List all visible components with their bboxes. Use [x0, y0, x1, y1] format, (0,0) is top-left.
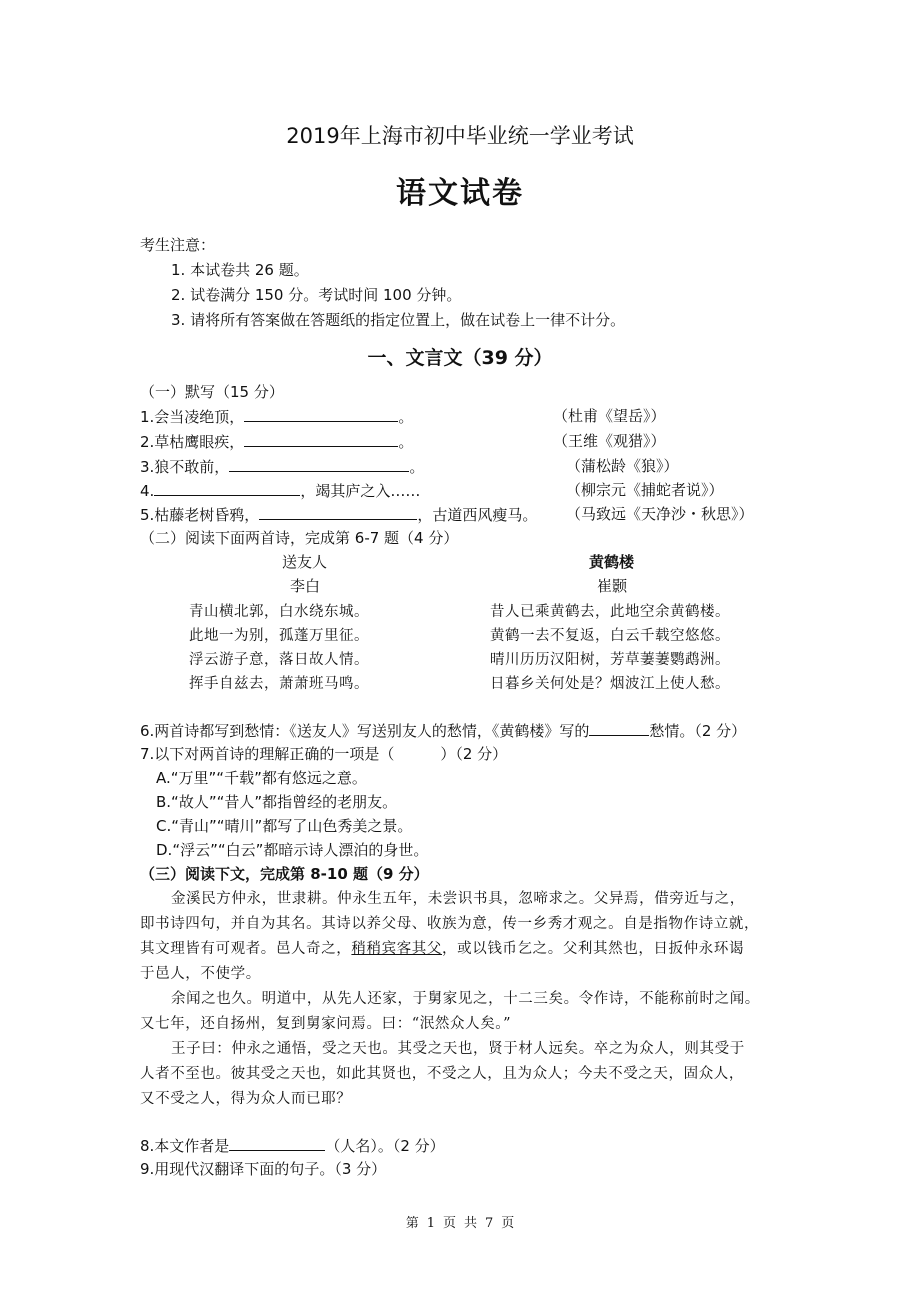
- option-a: A.“万里”“千载”都有悠远之意。: [156, 769, 367, 787]
- underlined-phrase: 稍稍宾客其父: [351, 941, 443, 957]
- part1-heading: （一）默写（15 分）: [140, 383, 284, 401]
- poem1-line: 挥手自兹去，萧萧班马鸣。: [189, 676, 369, 692]
- option-c: C.“青山”“晴川”都写了山色秀美之景。: [156, 817, 413, 835]
- poem1-author: 李白: [290, 577, 321, 595]
- notice-item: 2. 试卷满分 150 分。考试时间 100 分钟。: [171, 286, 462, 304]
- source-citation: （王维《观猎》）: [553, 432, 666, 450]
- question-8: 8.本文作者是 （人名）。（2 分）: [140, 1134, 445, 1156]
- poem1-title: 送友人: [282, 553, 328, 571]
- passage-line: 余闻之也久。明道中，从先人还家，于舅家见之，十二三矣。令作诗，不能称前时之闻。: [171, 991, 760, 1007]
- question-2: 2.草枯鹰眼疾， 。: [140, 430, 413, 452]
- poem2-line: 日暮乡关何处是？烟波江上使人愁。: [490, 676, 730, 692]
- answer-blank[interactable]: [154, 479, 300, 496]
- paper-title: 语文试卷: [396, 176, 524, 211]
- question-6: 6.两首诗都写到愁情：《送友人》写送别友人的愁情，《黄鹤楼》写的 愁情。（2 分）: [140, 719, 746, 741]
- passage-line: 人者不至也。彼其受之天也，如此其贤也，不受之人，且为众人；今夫不受之天，固众人，: [140, 1066, 744, 1082]
- poem1-line: 此地一为别，孤蓬万里征。: [189, 628, 369, 644]
- answer-blank[interactable]: [229, 455, 409, 472]
- passage-line: 其文理皆有可观者。邑人奇之，稍稍宾客其父，或以钱币乞之。父利其然也，日扳仲永环谒: [140, 941, 745, 957]
- poem1-line: 浮云游子意，落日故人情。: [189, 652, 369, 668]
- question-4: 4. ，竭其庐之入……: [140, 479, 420, 501]
- poem2-author: 崔颢: [597, 577, 628, 595]
- page-total: 7: [485, 1216, 494, 1231]
- passage-line: 又七年，还自扬州，复到舅家问焉。曰：“泯然众人矣。”: [140, 1016, 512, 1032]
- exam-title: 2019年上海市初中毕业统一学业考试: [286, 124, 634, 148]
- poem2-line: 昔人已乘黄鹤去，此地空余黄鹤楼。: [490, 604, 730, 620]
- answer-blank[interactable]: [244, 405, 398, 422]
- answer-blank[interactable]: [229, 1134, 325, 1151]
- notice-heading: 考生注意：: [140, 236, 216, 254]
- question-5: 5.枯藤老树昏鸦， ，古道西风瘦马。: [140, 503, 537, 525]
- poem1-line: 青山横北郭，白水绕东城。: [189, 604, 369, 620]
- source-citation: （柳宗元《捕蛇者说》）: [566, 481, 724, 499]
- passage-line: 即书诗四句，并自为其名。其诗以养父母、收族为意，传一乡秀才观之。自是指物作诗立就，: [140, 916, 760, 932]
- answer-blank[interactable]: [259, 503, 417, 520]
- source-citation: （蒲松龄《狼》）: [566, 457, 679, 475]
- question-1: 1.会当凌绝顶， 。: [140, 405, 413, 427]
- source-citation: （马致远《天净沙・秋思》）: [566, 505, 754, 523]
- passage-line: 金溪民方仲永，世隶耕。仲永生五年，未尝识书具，忽啼求之。父异焉，借旁近与之，: [171, 891, 745, 907]
- part3-heading: （三）阅读下文，完成第 8-10 题（9 分）: [140, 865, 429, 883]
- part2-heading: （二）阅读下面两首诗，完成第 6-7 题（4 分）: [140, 529, 459, 547]
- passage-line: 于邑人，不使学。: [140, 966, 261, 982]
- page-footer: 第 1 页 共 7 页: [405, 1216, 515, 1231]
- passage-line: 王子曰：仲永之通悟，受之天也。其受之天也，贤于材人远矣。卒之为众人，则其受于: [171, 1041, 745, 1057]
- section-title: 一、文言文（39 分）: [367, 347, 553, 369]
- passage-line: 又不受之人，得为众人而已耶？: [140, 1091, 352, 1107]
- option-d: D.“浮云”“白云”都暗示诗人漂泊的身世。: [156, 841, 429, 859]
- notice-item: 3. 请将所有答案做在答题纸的指定位置上，做在试卷上一律不计分。: [171, 311, 626, 329]
- poem2-line: 黄鹤一去不复返，白云千载空悠悠。: [490, 628, 730, 644]
- answer-blank[interactable]: [589, 719, 649, 736]
- page-number: 1: [426, 1216, 435, 1231]
- source-citation: （杜甫《望岳》）: [553, 407, 666, 425]
- answer-blank[interactable]: [244, 430, 398, 447]
- option-b: B.“故人”“昔人”都指曾经的老朋友。: [156, 793, 398, 811]
- question-3: 3.狼不敢前， 。: [140, 455, 424, 477]
- poem2-line: 晴川历历汉阳树，芳草萋萋鹦鹉洲。: [490, 652, 730, 668]
- question-9: 9.用现代汉翻译下面的句子。（3 分）: [140, 1160, 387, 1178]
- notice-item: 1. 本试卷共 26 题。: [171, 261, 309, 279]
- question-7: 7.以下对两首诗的理解正确的一项是（ ）（2 分）: [140, 745, 508, 763]
- poem2-title: 黄鹤楼: [589, 553, 635, 571]
